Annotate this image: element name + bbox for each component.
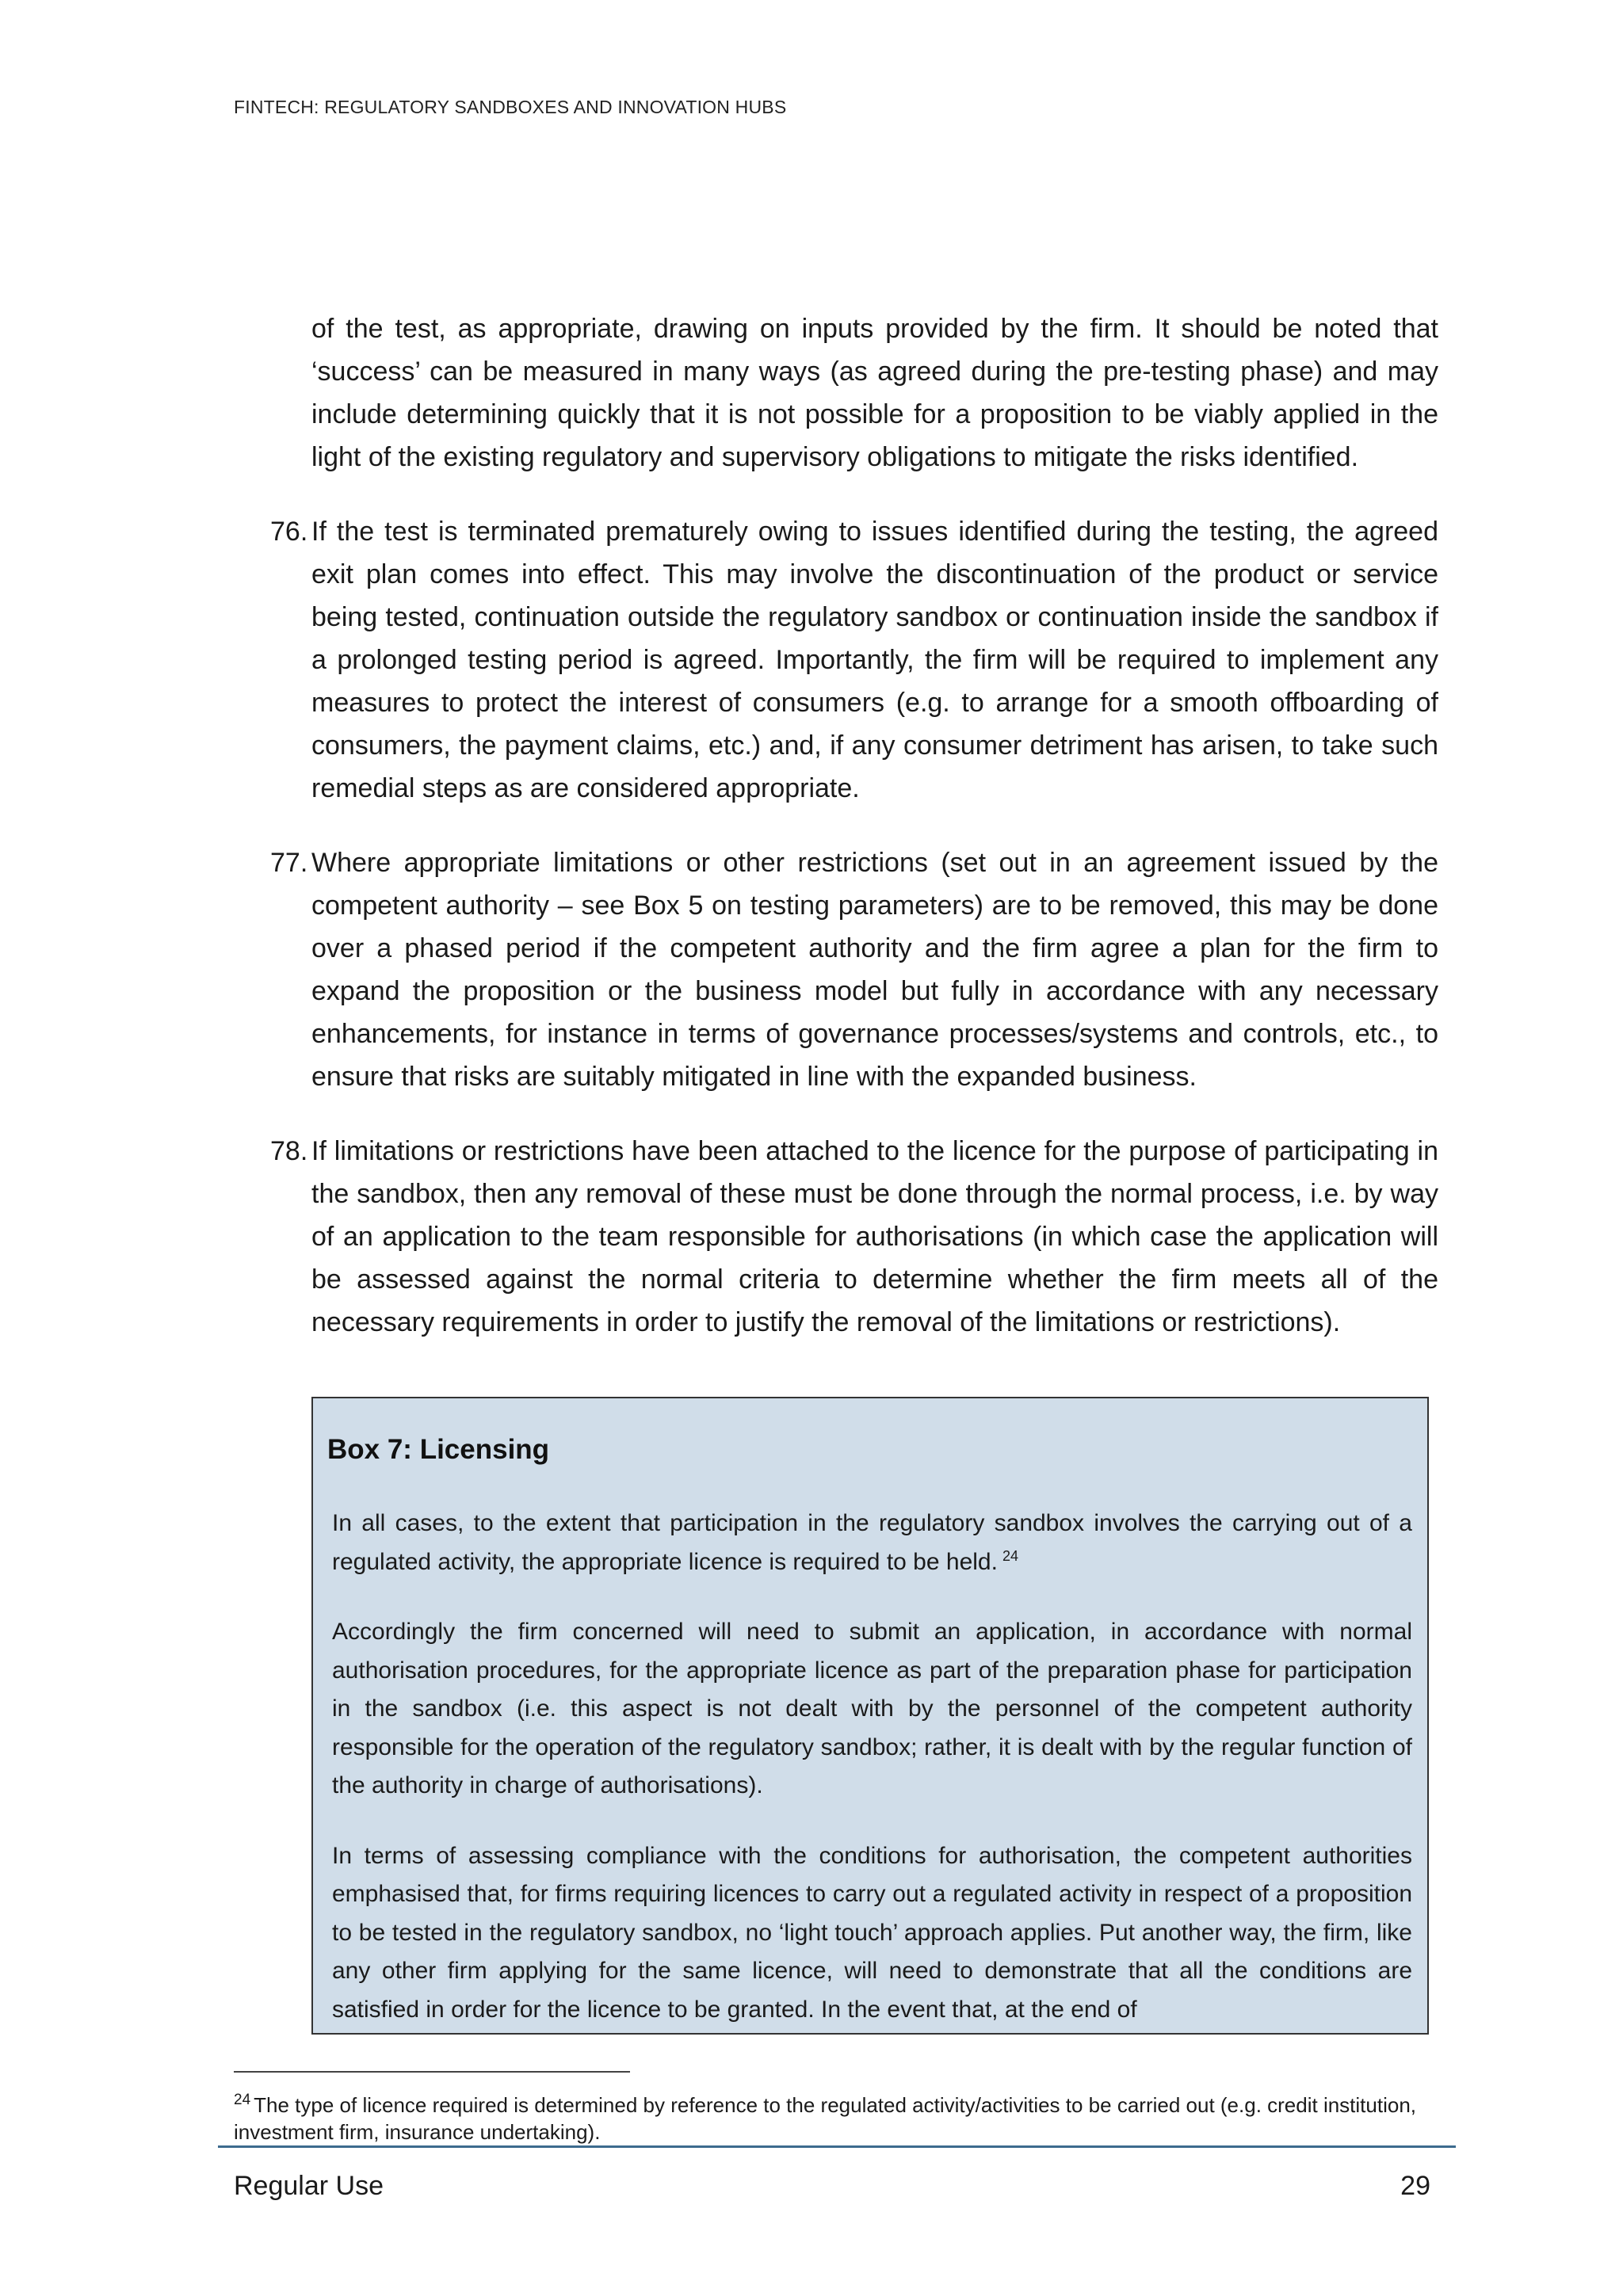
- paragraph-text: Where appropriate limitations or other restrictions (set out in an agreement issued by the competent authority – see Box 5 on testing parameters) are to be removed, this may be done over a phased period if the competent authority and the firm agree a plan for the firm to expand the proposition or the business model but fully in accordance with any necessary enhancements, for instance in terms of governance processes/systems and controls, etc., to ensure that risks are suitably mitigated in line with the expanded business.: [311, 848, 1438, 1092]
- continuation-paragraph: of the test, as appropriate, drawing on inputs provided by the firm. It should be noted that ‘success’ can be measured in many ways (as agreed during the pre-testing phase) and may include determining quickly that it is not possible for a proposition to be viably applied in the light of the existing regulatory and supervisory obligations to mitigate the risks identified.: [311, 314, 1438, 472]
- numbered-paragraph-78: [234, 1130, 1438, 1344]
- licensing-box: [311, 1397, 1429, 2035]
- box-paragraph-2: Accordingly the firm concerned will need to submit an application, in accordance with normal authorisation procedures, for the appropriate licence as part of the preparation phase for participation in the sandbox (i.e. this aspect is not dealt with by the personnel of the competent authority responsible for the operation of the regulatory sandbox; rather, it is dealt with by the regular function of the authority in charge of authorisations).: [332, 1619, 1412, 1798]
- paragraph-text: If the test is terminated prematurely owing to issues identified during the testing, the agreed exit plan comes into effect. This may involve the discontinuation of the product or service being tested, continuation outside the regulatory sandbox or continuation inside the sandbox if a prolonged testing period is agreed. Importantly, the firm will be required to implement any measures to protect the interest of consumers (e.g. to arrange for a smooth offboarding of consumers, the payment claims, etc.) and, if any consumer detriment has arisen, to take such remedial steps as are considered appropriate.: [311, 517, 1438, 803]
- footer-classification: Regular Use: [234, 2171, 384, 2201]
- footnote-reference[interactable]: 24: [1002, 1547, 1018, 1564]
- box-paragraph-3: In terms of assessing compliance with the conditions for authorisation, the competent authorities emphasised that, for firms requiring licences to carry out a regulated activity in respect of a proposition to be tested in the regulatory sandbox, no ‘light touch’ approach applies. Put another way, the firm, like any other firm applying for the same licence, will need to demonstrate that all the conditions are satisfied in order for the licence to be granted. In the event that, at the end of: [332, 1842, 1412, 2023]
- footnote-text: The type of licence required is determined by reference to the regulated activity/activities to be carried out (e.g. credit institution, investment firm, insurance undertaking).: [234, 2093, 1417, 2144]
- paragraph-number: 77.: [270, 848, 308, 878]
- footer-divider: [218, 2145, 1456, 2148]
- body-text: [234, 307, 1438, 1375]
- page-number: 29: [1400, 2171, 1430, 2201]
- footnote-number: 24: [234, 2092, 251, 2109]
- box-body: [332, 1505, 1412, 2035]
- numbered-paragraph-77: [234, 841, 1438, 1098]
- paragraph-text: If limitations or restrictions have been attached to the licence for the purpose of participating in the sandbox, then any removal of these must be done through the normal process, i.e. by way of an application to the team responsible for authorisations (in which case the application will be assessed against the normal criteria to determine whether the firm meets all of the necessary requirements in order to justify the removal of the limitations or restrictions).: [311, 1136, 1438, 1337]
- paragraph-number: 78.: [270, 1136, 308, 1166]
- running-header: FINTECH: REGULATORY SANDBOXES AND INNOVATION HUBS: [234, 97, 787, 117]
- paragraph-number: 76.: [270, 517, 308, 547]
- box-title: Box 7: Licensing: [327, 1434, 550, 1465]
- box-paragraph-1: [332, 1505, 1412, 1581]
- box-paragraph-1-text: In all cases, to the extent that participation in the regulatory sandbox involves the carrying out of a regulated activity, the appropriate licence is required to be held.: [332, 1510, 1412, 1575]
- footnote: [234, 2092, 1438, 2145]
- numbered-paragraph-76: [234, 510, 1438, 810]
- footnote-divider: [234, 2071, 630, 2073]
